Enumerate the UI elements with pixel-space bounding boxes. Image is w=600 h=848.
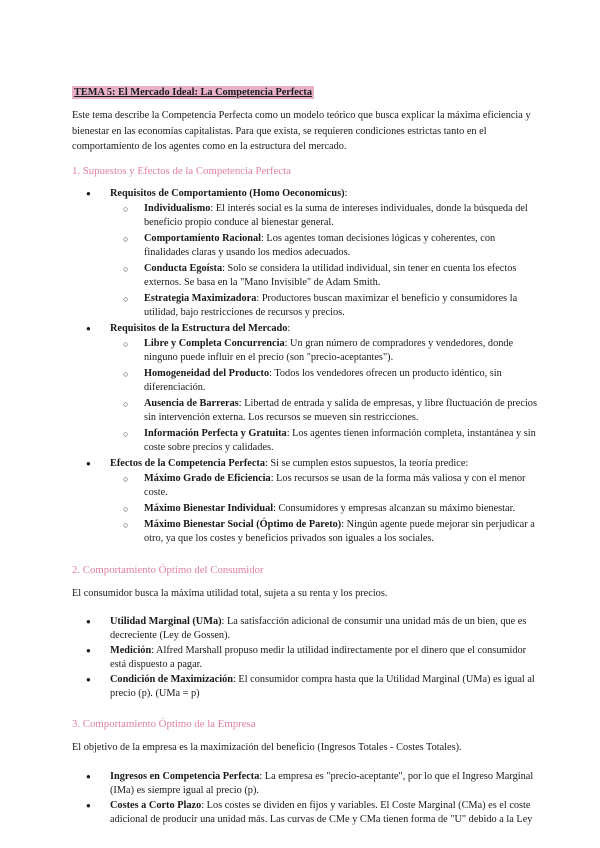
list-item — [72, 322, 538, 455]
list-item — [72, 644, 538, 672]
sub-list — [110, 202, 538, 320]
circle-bullet-icon: ○ — [123, 473, 129, 484]
item-term: Medición — [110, 645, 152, 656]
list-item — [110, 502, 538, 516]
item-term: Conducta Egoísta — [144, 262, 223, 274]
item-term: Efectos de la Competencia Perfecta — [110, 457, 265, 469]
item-text: : Los costes se dividen en fijos y variables. El Coste Marginal (CMa) es el coste adicional de producir una unidad más. Las curvas de CMe y CMa tienen forma de "U" debido a la Ley — [110, 799, 533, 825]
item-text: : La empresa es "precio-aceptante", por lo que el Ingreso Marginal (IMa) es siempre igual al precio (p). — [110, 770, 534, 796]
circle-bullet-icon: ○ — [123, 428, 129, 439]
section-3-list — [72, 770, 538, 827]
item-term: Requisitos de Comportamiento (Homo Oeconomicus) — [110, 187, 345, 199]
circle-bullet-icon: ○ — [123, 398, 129, 409]
item-term: Costes a Corto Plazo — [110, 799, 202, 811]
item-term: Requisitos de la Estructura del Mercado — [110, 322, 288, 334]
section-3-paragraph: El objetivo de la empresa es la maximización del beneficio (Ingresos Totales - Costes Totales). — [72, 742, 462, 753]
item-text: : Los recursos se usan de la forma más valiosa y con el menor coste. — [144, 472, 526, 498]
list-item — [110, 337, 538, 365]
item-text: : El consumidor compra hasta que la Utilidad Marginal (UMa) es igual al precio (p). (UMa = p) — [110, 674, 535, 699]
bullet-icon: ● — [86, 458, 91, 468]
bullet-icon: ● — [86, 617, 91, 626]
sub-list — [110, 472, 538, 546]
circle-bullet-icon: ○ — [123, 368, 129, 379]
intro-paragraph: Este tema describe la Competencia Perfecta como un modelo teórico que busca explicar la máxima eficiencia y bienestar en las economías capitalistas. Para que exista, se requieren condiciones estrictas tanto en el comportamiento de los agentes como en la estructura del mercado. — [72, 110, 531, 152]
circle-bullet-icon: ○ — [123, 263, 129, 274]
item-text: : — [344, 187, 348, 199]
item-text: : Un gran número de compradores y vendedores, donde ninguno puede influir en el precio (son "precio-aceptantes"). — [144, 337, 514, 363]
list-item — [72, 799, 538, 827]
bullet-icon: ● — [86, 646, 91, 655]
bullet-icon: ● — [86, 675, 91, 684]
item-term: Condición de Maximización — [110, 674, 233, 685]
item-term: Ingresos en Competencia Perfecta — [110, 770, 260, 782]
item-text: : Todos los vendedores ofrecen un producto idéntico, sin diferenciación. — [144, 367, 502, 393]
item-term: Máximo Bienestar Individual — [144, 502, 274, 514]
section-2-heading: 2. Comportamiento Óptimo del Consumidor — [72, 563, 264, 576]
item-text: : Consumidores y empresas alcanzan su máximo bienestar. — [273, 502, 516, 514]
list-item — [110, 202, 538, 230]
page-title: TEMA 5: El Mercado Ideal: La Competencia Perfecta — [74, 87, 313, 98]
list-item — [110, 292, 538, 320]
list-item — [110, 367, 538, 395]
item-text: : Productores buscan maximizar el beneficio y consumidores la utilidad, bajo restricciones de recursos y precios. — [144, 292, 518, 318]
bullet-icon: ● — [86, 323, 91, 333]
item-term: Individualismo — [144, 202, 211, 214]
item-term: Homogeneidad del Producto — [144, 367, 270, 379]
item-text: : — [287, 322, 291, 334]
item-text: : Si se cumplen estos supuestos, la teoría predice: — [264, 457, 469, 469]
item-term: Libre y Completa Concurrencia — [144, 337, 285, 349]
item-text: : La satisfacción adicional de consumir una unidad más de un bien, que es decreciente (Ley de Gossen). — [110, 616, 527, 641]
circle-bullet-icon: ○ — [123, 519, 129, 530]
item-term: Utilidad Marginal (UMa) — [110, 616, 222, 627]
circle-bullet-icon: ○ — [123, 233, 129, 244]
list-item — [72, 457, 538, 546]
circle-bullet-icon: ○ — [123, 503, 129, 514]
section-1-list — [72, 187, 538, 546]
item-text: : Los agentes tienen información completa, instantánea y sin coste sobre precios y calidades. — [144, 427, 536, 453]
list-item — [110, 518, 538, 546]
circle-bullet-icon: ○ — [123, 338, 129, 349]
item-term: Máximo Bienestar Social (Óptimo de Pareto) — [144, 518, 342, 530]
section-2-list — [72, 615, 538, 701]
item-text: : Los agentes toman decisiones lógicas y coherentes, con finalidades claras y usando los medios adecuados. — [144, 232, 496, 258]
list-item — [72, 673, 538, 701]
list-item — [72, 770, 538, 798]
circle-bullet-icon: ○ — [123, 203, 129, 214]
list-item — [110, 397, 538, 425]
circle-bullet-icon: ○ — [123, 293, 129, 304]
list-item — [72, 615, 538, 643]
list-item — [110, 472, 538, 500]
list-item — [110, 427, 538, 455]
section-3-heading: 3. Comportamiento Óptimo de la Empresa — [72, 718, 256, 730]
list-item — [72, 187, 538, 320]
list-item — [110, 232, 538, 260]
sub-list — [110, 337, 538, 455]
item-term: Comportamiento Racional — [144, 232, 261, 244]
section-1-heading: 1. Supuestos y Efectos de la Competencia Perfecta — [72, 164, 291, 177]
item-text: : Solo se considera la utilidad individual, sin tener en cuenta los efectos externos. Se basa en la "Mano Invisible" de Adam Smith. — [144, 262, 517, 288]
item-text: : Libertad de entrada y salida de empresas, y libre fluctuación de precios sin intervención externa. Los recursos se mueven sin restricciones. — [144, 397, 537, 423]
item-term: Estrategia Maximizadora — [144, 292, 257, 304]
list-item — [110, 262, 538, 290]
item-text: : Alfred Marshall propuso medir la utilidad indirectamente por el dinero que el consumidor está dispuesto a pagar. — [110, 645, 527, 670]
item-term: Información Perfecta y Gratuita — [144, 427, 287, 439]
bullet-icon: ● — [86, 800, 91, 810]
item-text: : El interés social es la suma de intereses individuales, donde la búsqueda del beneficio propio conduce al bienestar general. — [144, 202, 528, 228]
bullet-icon: ● — [86, 188, 91, 198]
section-2-paragraph: El consumidor busca la máxima utilidad total, sujeta a su renta y los precios. — [72, 587, 388, 599]
item-text: : Ningún agente puede mejorar sin perjudicar a otro, ya que los costes y beneficios privados son iguales a los sociales. — [144, 518, 535, 544]
item-term: Máximo Grado de Eficiencia — [144, 472, 271, 484]
item-term: Ausencia de Barreras — [144, 397, 239, 409]
bullet-icon: ● — [86, 771, 91, 781]
